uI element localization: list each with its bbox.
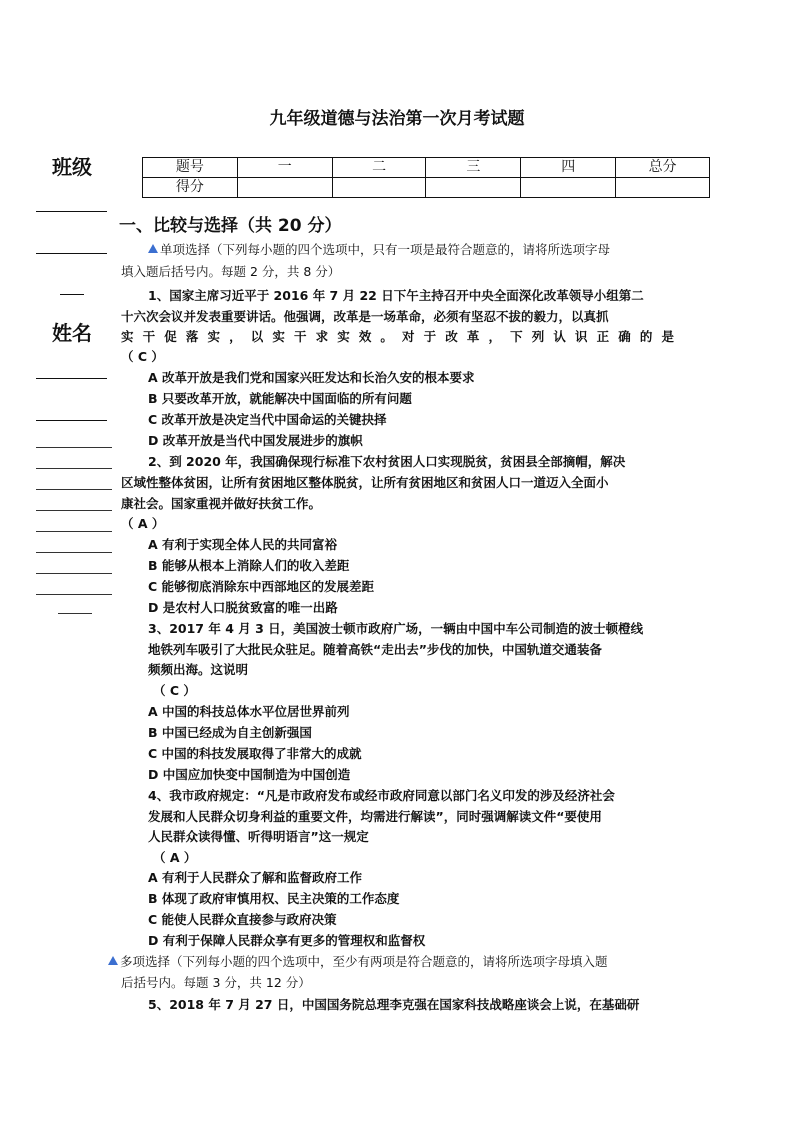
- field-line[interactable]: [36, 489, 112, 490]
- q4-answer[interactable]: （ A ）: [153, 850, 197, 865]
- q1-answer[interactable]: （ C ）: [121, 349, 164, 364]
- triangle-bullet-icon: [148, 244, 158, 253]
- class-label: 班级: [52, 155, 92, 179]
- q2-answer[interactable]: （ A ）: [121, 516, 165, 531]
- field-line[interactable]: [36, 531, 112, 532]
- score-cell[interactable]: [332, 178, 426, 198]
- triangle-bullet-icon: [108, 956, 118, 965]
- q4-option-a: A 有利于人民群众了解和监督政府工作: [148, 870, 363, 885]
- name-field-line[interactable]: [36, 378, 107, 379]
- single-choice-intro: 单项选择（下列每小题的四个选项中，只有一项是最符合题意的，请将所选项字母: [148, 239, 610, 260]
- field-line[interactable]: [36, 468, 112, 469]
- score-cell[interactable]: [616, 178, 710, 198]
- field-line[interactable]: [36, 594, 112, 595]
- q3-stem: 3、2017 年 4 月 3 日，美国波士顿市政府广场，一辆由中国中车公司制造的波士顿橙线: [148, 621, 644, 636]
- score-header-cell: 题号: [143, 158, 238, 178]
- score-header-cell: 一: [237, 158, 332, 178]
- q2-option-b: B 能够从根本上消除人们的收入差距: [148, 558, 350, 573]
- q3-answer[interactable]: （ C ）: [153, 683, 196, 698]
- score-cell[interactable]: [426, 178, 521, 198]
- q1-stem: 实干促落实，以实干求实效。对于改革，下列认识正确的是: [121, 329, 674, 344]
- name-label: 姓名: [52, 321, 92, 345]
- q3-option-b: B 中国已经成为自主创新强国: [148, 725, 312, 740]
- class-field-dash: [60, 294, 84, 295]
- q5-stem: 5、2018 年 7 月 27 日，中国国务院总理李克强在国家科技战略座谈会上说，在基础研: [148, 997, 640, 1012]
- field-line[interactable]: [36, 573, 112, 574]
- q2-option-a: A 有利于实现全体人民的共同富裕: [148, 537, 338, 552]
- single-choice-intro-cont: 填入题后括号内。每题 2 分，共 8 分）: [121, 264, 341, 279]
- section-heading: 一、比较与选择（共 20 分）: [119, 216, 342, 236]
- q1-option-d: D 改革开放是当代中国发展进步的旗帜: [148, 433, 363, 448]
- q4-stem: 4、我市政府规定：“凡是市政府发布或经市政府同意以部门名义印发的涉及经济社会: [148, 788, 615, 803]
- exam-title: 九年级道德与法治第一次月考试题: [269, 109, 525, 129]
- field-line-short: [58, 613, 92, 614]
- q1-stem: 1、国家主席习近平于 2016 年 7 月 22 日下午主持召开中央全面深化改革领导小组第二: [148, 288, 644, 303]
- score-header-cell: 二: [332, 158, 426, 178]
- score-header-cell: 四: [521, 158, 616, 178]
- score-cell[interactable]: [521, 178, 616, 198]
- q4-stem: 发展和人民群众切身利益的重要文件，均需进行解读”，同时强调解读文件“要使用: [148, 809, 602, 824]
- field-line[interactable]: [36, 510, 112, 511]
- score-header-cell: 总分: [616, 158, 710, 178]
- q3-option-d: D 中国应加快变中国制造为中国创造: [148, 767, 351, 782]
- name-field-line-2[interactable]: [36, 420, 107, 421]
- multi-choice-intro: 多项选择（下列每小题的四个选项中，至少有两项是符合题意的，请将所选项字母填入题: [108, 951, 608, 972]
- q1-option-c: C 改革开放是决定当代中国命运的关键抉择: [148, 412, 387, 427]
- class-field-line[interactable]: [36, 211, 107, 212]
- q1-stem: 十六次会议并发表重要讲话。他强调，改革是一场革命，必须有坚忍不拔的毅力，以真抓: [121, 309, 609, 324]
- score-cell[interactable]: [237, 178, 332, 198]
- score-table: [142, 157, 710, 198]
- q3-stem: 频频出海。这说明: [148, 662, 249, 677]
- q1-option-a: A 改革开放是我们党和国家兴旺发达和长治久安的根本要求: [148, 370, 475, 385]
- class-field-line-2[interactable]: [36, 253, 107, 254]
- q3-option-c: C 中国的科技发展取得了非常大的成就: [148, 746, 362, 761]
- field-line[interactable]: [36, 552, 112, 553]
- field-line[interactable]: [36, 447, 112, 448]
- q4-option-c: C 能使人民群众直接参与政府决策: [148, 912, 337, 927]
- q2-option-c: C 能够彻底消除东中西部地区的发展差距: [148, 579, 375, 594]
- q3-stem: 地铁列车吸引了大批民众驻足。随着高铁“走出去”步伐的加快，中国轨道交通装备: [148, 642, 602, 657]
- multi-choice-intro-cont: 后括号内。每题 3 分，共 12 分）: [121, 975, 311, 990]
- score-header-row: [143, 158, 710, 178]
- q4-option-b: B 体现了政府审慎用权、民主决策的工作态度: [148, 891, 400, 906]
- q4-stem: 人民群众读得懂、听得明语言”这一规定: [148, 829, 369, 844]
- q2-stem: 2、到 2020 年，我国确保现行标准下农村贫困人口实现脱贫，贫困县全部摘帽，解决: [148, 454, 626, 469]
- q3-option-a: A 中国的科技总体水平位居世界前列: [148, 704, 350, 719]
- q2-stem: 区域性整体贫困，让所有贫困地区整体脱贫，让所有贫困地区和贫困人口一道迈入全面小: [121, 475, 609, 490]
- q2-stem: 康社会。国家重视并做好扶贫工作。: [121, 496, 322, 511]
- score-header-cell: 三: [426, 158, 521, 178]
- score-value-row: [143, 178, 710, 198]
- q1-option-b: B 只要改革开放，就能解决中国面临的所有问题: [148, 391, 412, 406]
- q2-option-d: D 是农村人口脱贫致富的唯一出路: [148, 600, 338, 615]
- score-row-label: 得分: [143, 178, 238, 198]
- q4-option-d: D 有利于保障人民群众享有更多的管理权和监督权: [148, 933, 426, 948]
